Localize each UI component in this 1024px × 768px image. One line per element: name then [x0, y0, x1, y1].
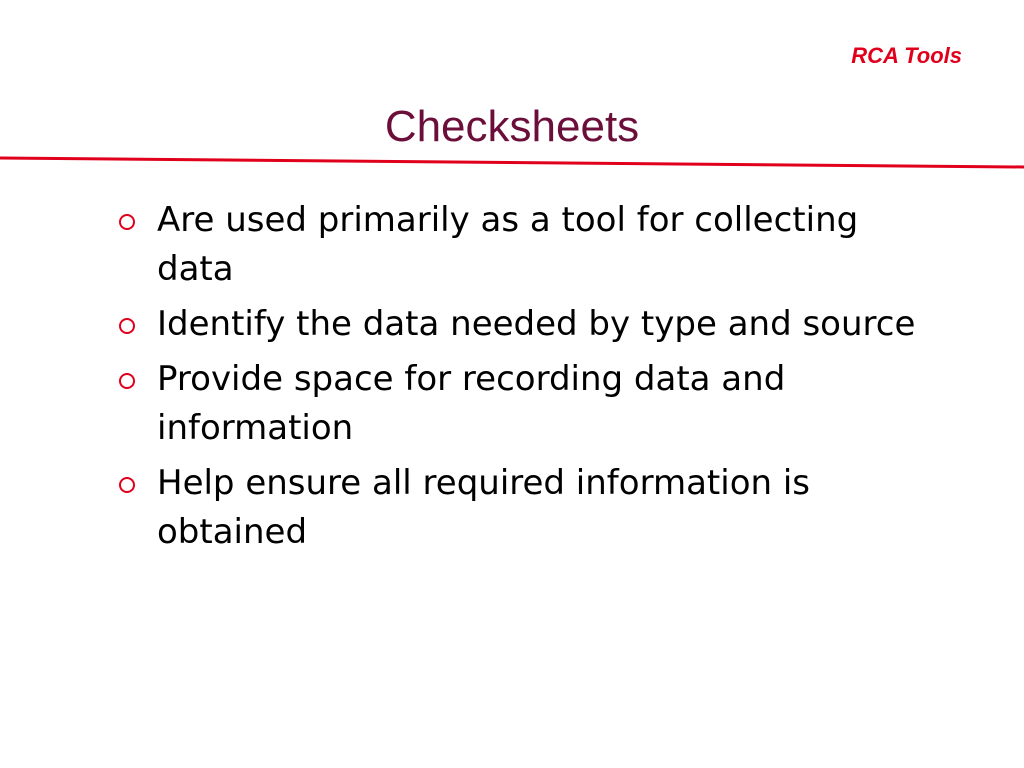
hollow-circle-icon: [118, 317, 136, 335]
bullet-text: Help ensure all required information is obtained: [157, 463, 811, 552]
bullet-text: Provide space for recording data and information: [157, 359, 786, 448]
hollow-circle-icon: [118, 476, 136, 494]
hollow-circle-icon: [118, 372, 136, 390]
bullet-text: Are used primarily as a tool for collecting data: [157, 200, 859, 289]
bullet-list: [118, 196, 938, 563]
hollow-circle-icon: [118, 213, 136, 231]
bullet-item: [118, 459, 938, 557]
bullet-item: [118, 355, 938, 453]
title-divider-line: [0, 155, 1024, 171]
bullet-item: [118, 300, 938, 349]
bullet-item: [118, 196, 938, 294]
bullet-text: Identify the data needed by type and source: [157, 304, 916, 344]
slide-title: Checksheets: [384, 102, 640, 151]
header-tag: RCA Tools: [851, 43, 962, 68]
